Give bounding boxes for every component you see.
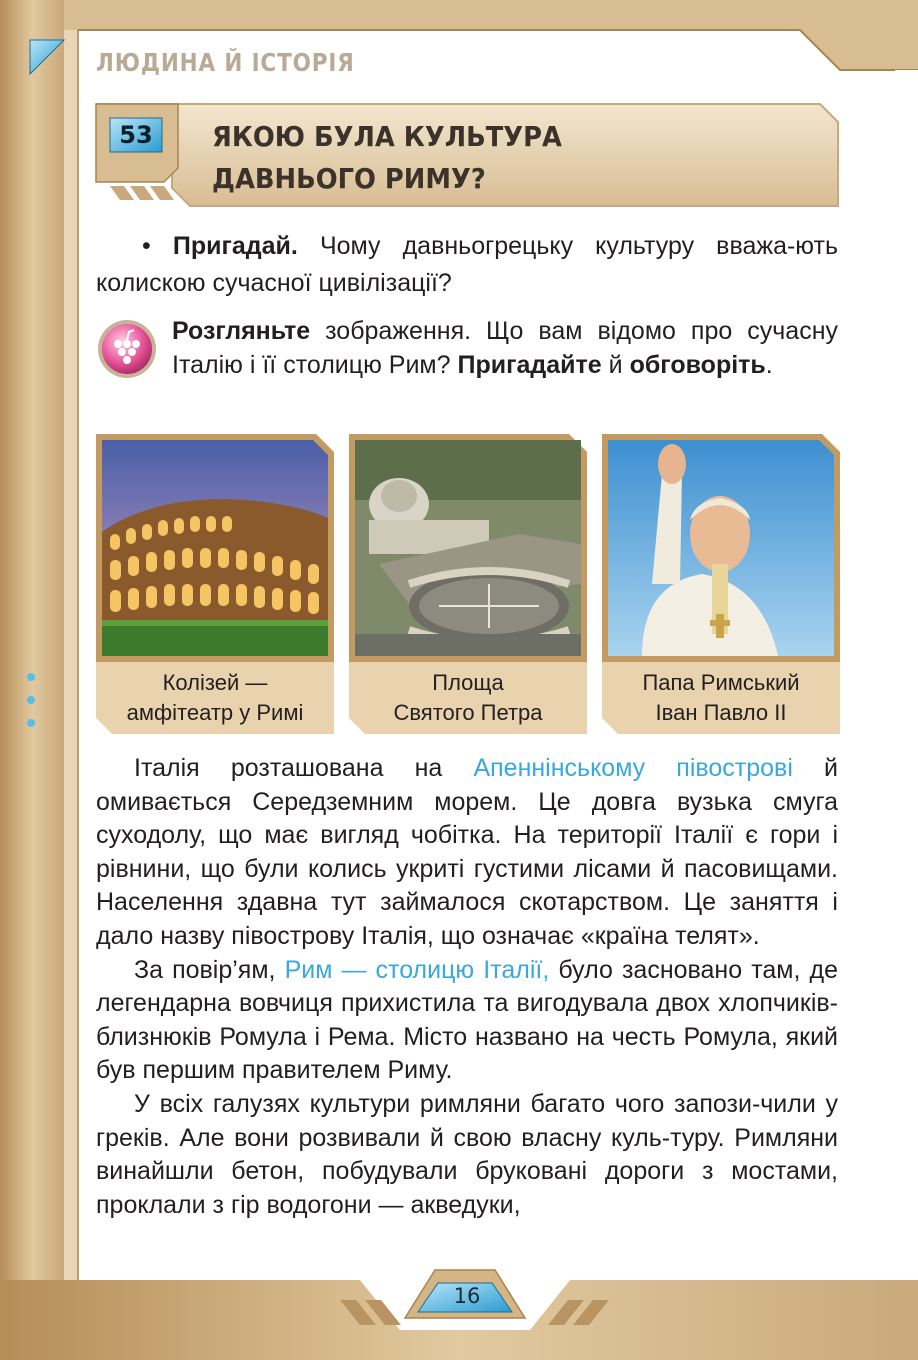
grapes-icon xyxy=(96,318,158,380)
photo-st-peters-square xyxy=(349,434,587,734)
task-word-3: обговоріть xyxy=(629,351,766,379)
task-word-2: Пригадайте xyxy=(457,351,602,379)
recall-text: Чому давньогрецьку культуру вважа-ють колискою сучасної цивілізації? xyxy=(96,232,838,297)
lesson-title xyxy=(212,116,764,200)
text-span: За повір’ям, xyxy=(134,955,276,984)
text-span: Італія розташована на xyxy=(134,754,443,782)
caption-line: Папа Римський xyxy=(642,670,800,695)
photo-caption-1 xyxy=(96,668,334,728)
caption-line: Колізей — xyxy=(162,670,268,695)
text-span: й омивається Середземним морем. Це довга вузька смуга суходолу, що має вигляд чобітка. На території Італії є гори і рівнини, що були колись укриті густими лісами й пасовищами. Населення здавна тут займалося скотарством. Це заняття і дало назву півострову Італія, що означає «країна телят». xyxy=(96,754,838,950)
task-prompt xyxy=(172,314,838,382)
photo-caption-3 xyxy=(602,668,840,728)
task-word-1: Розгляньте xyxy=(172,317,311,345)
task-text-1: зображення. Що вам відомо про сучасну Італію і її столицю Рим? xyxy=(172,317,838,379)
photo-colosseum xyxy=(96,434,334,734)
task-text-3: . xyxy=(765,351,773,379)
task-text-2: й xyxy=(608,351,623,379)
paragraph xyxy=(96,752,838,954)
photo-pope xyxy=(602,434,840,734)
recall-label: Пригадай. xyxy=(172,232,298,260)
caption-line: Іван Павло ІІ xyxy=(655,700,787,725)
text-span: було засновано там, де легендарна вовчиця прихистила та вигодувала двох хлопчиків-близнюків Ромула і Рема. Місто названо на честь Ромула, який був першим правителем Риму. xyxy=(96,955,838,1085)
caption-line: амфітеатр у Римі xyxy=(126,700,304,725)
paragraph: У всіх галузях культури римляни багато чого запози-чили у греків. Але вони розвивали й свою власну куль-туру. Римляни винайшли бетон, побудували бруковані дороги з мостами, проклали з гір водогони — акведуки, xyxy=(96,1089,838,1219)
page-number: 16 xyxy=(453,1284,481,1308)
lesson-title-line-2: ДАВНЬОГО РИМУ? xyxy=(212,162,486,195)
section-label: ЛЮДИНА Й ІСТОРІЯ xyxy=(96,48,355,77)
lesson-title-line-1: ЯКОЮ БУЛА КУЛЬТУРА xyxy=(212,120,562,153)
lesson-number: 53 xyxy=(119,121,153,149)
body-text xyxy=(96,752,838,1222)
caption-line: Святого Петра xyxy=(393,700,543,725)
bullet: • xyxy=(142,232,151,260)
term-apennine-peninsula: Апеннінському півострові xyxy=(473,754,793,782)
paragraph xyxy=(96,954,838,1088)
recall-prompt xyxy=(96,228,838,302)
term-rome: Рим — столицю Італії, xyxy=(284,955,550,984)
caption-line: Площа xyxy=(432,670,504,695)
photo-caption-2 xyxy=(349,668,587,728)
